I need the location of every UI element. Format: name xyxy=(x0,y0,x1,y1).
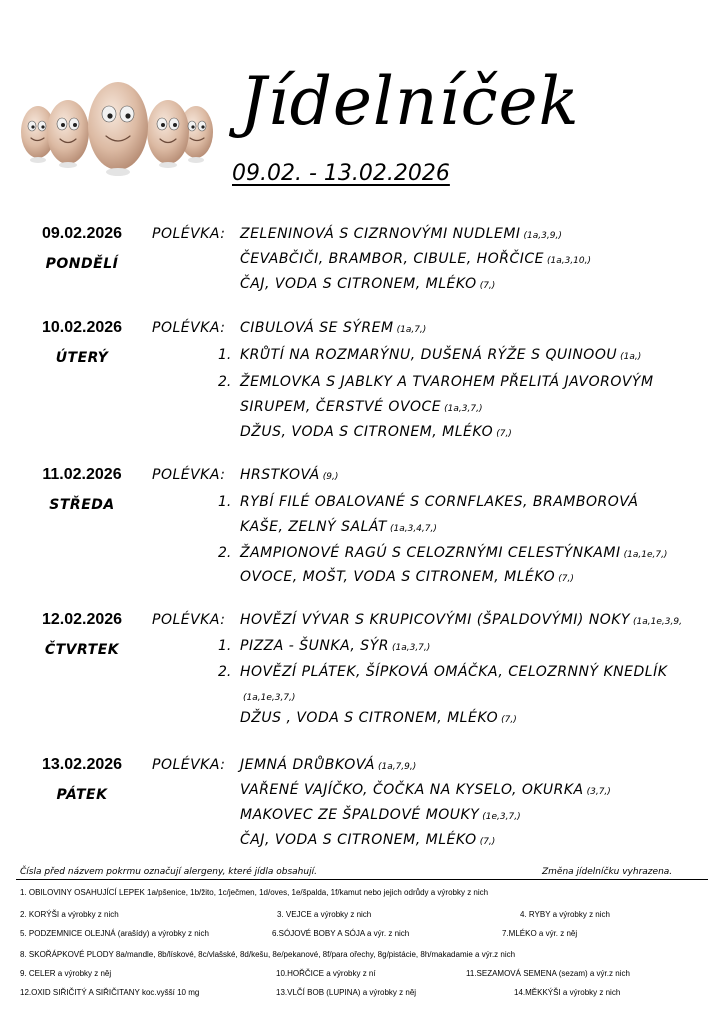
day-name: STŘEDA xyxy=(49,497,115,513)
menu-line: OVOCE, MOŠT, VODA S CITRONEM, MLÉKO (7,) xyxy=(240,569,574,585)
dish-number: 1. xyxy=(218,494,232,510)
change-note: Změna jídelníčku vyhrazena. xyxy=(542,867,673,877)
day-name: PÁTEK xyxy=(56,787,108,803)
menu-line: CIBULOVÁ SE SÝREM (1a,7,) xyxy=(240,320,427,336)
menu-line: HOVĚZÍ VÝVAR S KRUPICOVÝMI (ŠPALDOVÝMI) NOKY (1a,1e,3,9, xyxy=(240,612,682,628)
menu-line: ZELENINOVÁ S CIZRNOVÝMI NUDLEMI (1a,3,9,) xyxy=(240,226,562,242)
allergen-item: 12.OXID SIŘIČITÝ A SIŘIČITANY koc.vyšší 10 mg xyxy=(20,988,200,997)
allergen-item: 13.VLČÍ BOB (LUPINA) a výrobky z něj xyxy=(276,988,417,997)
day-header xyxy=(18,755,146,805)
allergen-item: 7.MLÉKO a výr. z něj xyxy=(502,929,578,938)
day-date: 11.02.2026 xyxy=(42,466,122,483)
menu-line: RYBÍ FILÉ OBALOVANÉ S CORNFLAKES, BRAMBOROVÁ xyxy=(240,494,639,510)
menu-line: ČAJ, VODA S CITRONEM, MLÉKO (7,) xyxy=(240,832,496,848)
allergen-item: 8. SKOŘÁPKOVÉ PLODY 8a/mandle, 8b/lískové, 8c/vlašské, 8d/kešu, 8e/pekanové, 8f/para ořechy, 8g/pistácie, 8h/makadamie a výr.z nich xyxy=(20,950,516,959)
menu-line: HOVĚZÍ PLÁTEK, ŠÍPKOVÁ OMÁČKA, CELOZRNNÝ KNEDLÍK xyxy=(240,664,668,680)
allergen-item: 3. VEJCE a výrobky z nich xyxy=(277,910,372,919)
soup-label: POLÉVKA: xyxy=(152,757,226,773)
day-date: 10.02.2026 xyxy=(41,319,123,336)
day-header xyxy=(18,224,146,274)
allergen-item: 1. OBILOVINY OSAHUJÍCÍ LEPEK 1a/pšenice, 1b/žito, 1c/ječmen, 1d/oves, 1e/špalda, 1f/kamut nebo jejich odrůdy a výrobky z nich xyxy=(20,888,489,897)
date-range: 09.02. - 13.02.2026 xyxy=(232,161,450,186)
day-name: ČTVRTEK xyxy=(44,642,120,658)
day-header xyxy=(18,465,146,515)
day-header xyxy=(18,610,146,660)
menu-line: ČEVABČIČI, BRAMBOR, CIBULE, HOŘČICE (1a,3,10,) xyxy=(240,251,592,267)
menu-line: VAŘENÉ VAJÍČKO, ČOČKA NA KYSELO, OKURKA (3,7,) xyxy=(240,782,611,798)
soup-label: POLÉVKA: xyxy=(152,612,226,628)
menu-line: KRŮTÍ NA ROZMARÝNU, DUŠENÁ RÝŽE S QUINOOU (1a,) xyxy=(240,347,642,363)
dish-number: 1. xyxy=(218,347,232,363)
day-name: PONDĚLÍ xyxy=(45,256,119,272)
allergen-item: 10.HOŘČICE a výrobky z ní xyxy=(276,969,376,978)
menu-line: SIRUPEM, ČERSTVÉ OVOCE (1a,3,7,) xyxy=(240,399,483,415)
allergen-note: Čísla před názvem pokrmu označují alergeny, které jídla obsahují. xyxy=(20,867,317,877)
allergen-item: 9. CELER a výrobky z něj xyxy=(20,969,112,978)
allergen-item: 6.SÓJOVÉ BOBY A SÓJA a výr. z nich xyxy=(272,929,410,938)
menu-line: DŽUS , VODA S CITRONEM, MLÉKO (7,) xyxy=(240,710,517,726)
dish-number: 2. xyxy=(218,374,232,390)
soup-label: POLÉVKA: xyxy=(152,467,226,483)
day-date: 09.02.2026 xyxy=(41,225,123,242)
eggs-illustration xyxy=(18,80,218,180)
dish-number: 1. xyxy=(218,638,232,654)
menu-line: HRSTKOVÁ (9,) xyxy=(240,467,339,483)
day-date: 12.02.2026 xyxy=(41,611,123,628)
day-date: 13.02.2026 xyxy=(41,756,123,773)
menu-line: MAKOVEC ZE ŠPALDOVÉ MOUKY (1e,3,7,) xyxy=(240,807,521,823)
allergen-item: 2. KORÝŠI a výrobky z nich xyxy=(20,910,119,919)
menu-line: KAŠE, ZELNÝ SALÁT (1a,3,4,7,) xyxy=(240,519,437,535)
footer-divider xyxy=(16,879,708,880)
menu-line: (1a,1e,3,7,) xyxy=(243,693,296,703)
menu-line: PIZZA - ŠUNKA, SÝR (1a,3,7,) xyxy=(240,638,431,654)
allergen-item: 4. RYBY a výrobky z nich xyxy=(520,910,610,919)
menu-line: ŽAMPIONOVÉ RAGÚ S CELOZRNÝMI CELESTÝNKAMI (1a,1e,7,) xyxy=(240,545,668,561)
menu-line: ČAJ, VODA S CITRONEM, MLÉKO (7,) xyxy=(240,276,496,292)
soup-label: POLÉVKA: xyxy=(152,320,226,336)
dish-number: 2. xyxy=(218,664,232,680)
menu-line: DŽUS, VODA S CITRONEM, MLÉKO (7,) xyxy=(240,424,512,440)
day-name: ÚTERÝ xyxy=(55,350,109,366)
allergen-item: 14.MĚKKÝŠI a výrobky z nich xyxy=(514,988,621,997)
allergen-item: 11.SEZAMOVÁ SEMENA (sezam) a výr.z nich xyxy=(466,969,630,978)
menu-line: ŽEMLOVKA S JABLKY A TVAROHEM PŘELITÁ JAVOROVÝM xyxy=(240,374,654,390)
allergen-item: 5. PODZEMNICE OLEJNÁ (arašídy) a výrobky z nich xyxy=(20,929,209,938)
menu-line: JEMNÁ DRŮBKOVÁ (1a,7,9,) xyxy=(240,757,417,773)
soup-label: POLÉVKA: xyxy=(152,226,226,242)
dish-number: 2. xyxy=(218,545,232,561)
day-header xyxy=(18,318,146,368)
page-title: Jídelníček xyxy=(240,63,580,140)
